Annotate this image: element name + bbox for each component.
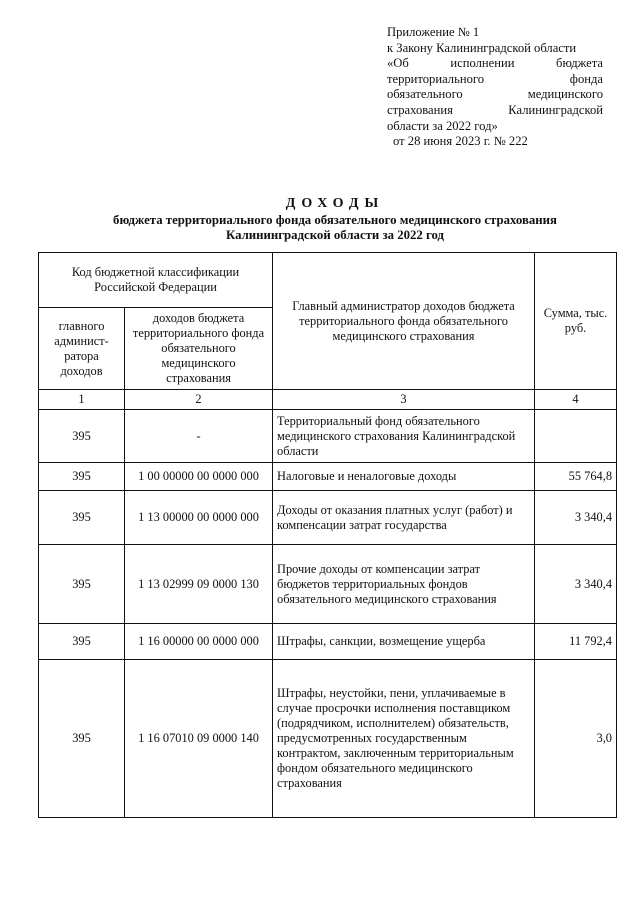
administrator-name-cell: Штрафы, неустойки, пени, уплачиваемые в случае просрочки исполнения поставщиком (подрядчиком, исполнителем) обязательств, предусмотренных государственным контрактом, заключенным территориальным фондом обязательного медицинского страхования — [273, 660, 535, 818]
heading-subtitle: бюджета территориального фонда обязательного медицинского страхования — [113, 213, 557, 227]
column-number: 4 — [535, 390, 617, 410]
table-row — [39, 545, 617, 624]
income-code-cell: 1 16 07010 09 0000 140 — [125, 660, 273, 818]
table-row — [39, 624, 617, 660]
heading-title: ДОХОДЫ — [285, 196, 385, 211]
administrator-name-cell: Территориальный фонд обязательного медицинского страхования Калининградской области — [273, 410, 535, 463]
administrator-name-cell: Доходы от оказания платных услуг (работ) и компенсации затрат государства — [273, 491, 535, 545]
administrator-name-cell: Налоговые и неналоговые доходы — [273, 463, 535, 491]
annex-line: области за 2022 год» — [387, 118, 498, 133]
amount-cell — [535, 410, 617, 463]
amount-cell: 11 792,4 — [535, 624, 617, 660]
income-code-cell: - — [125, 410, 273, 463]
table-row — [39, 410, 617, 463]
admin-code-cell: 395 — [39, 545, 125, 624]
header-administrator: Главный администратор доходов бюджета территориального фонда обязательного медицинского страхования — [273, 253, 535, 390]
amount-cell: 55 764,8 — [535, 463, 617, 491]
column-number: 2 — [125, 390, 273, 410]
income-code-cell: 1 13 02999 09 0000 130 — [125, 545, 273, 624]
income-code-cell: 1 13 00000 00 0000 000 — [125, 491, 273, 545]
table-row — [39, 463, 617, 491]
admin-code-cell: 395 — [39, 463, 125, 491]
income-code-cell: 1 16 00000 00 0000 000 — [125, 624, 273, 660]
amount-cell: 3 340,4 — [535, 491, 617, 545]
heading-subtitle: Калининградской области за 2022 год — [225, 228, 445, 242]
annex-line: от 28 июня 2023 г. № 222 — [393, 134, 528, 149]
admin-code-cell: 395 — [39, 410, 125, 463]
amount-cell: 3,0 — [535, 660, 617, 818]
annex-line: Приложение № 1 — [387, 25, 480, 39]
header-code-group: Код бюджетной классификации Российской Федерации — [39, 253, 273, 308]
annex-note — [387, 25, 603, 150]
revenue-table — [38, 252, 617, 818]
table-row — [39, 491, 617, 545]
admin-code-cell: 395 — [39, 660, 125, 818]
annex-line: страхования Калининградской — [387, 102, 603, 117]
admin-code-cell: 395 — [39, 491, 125, 545]
amount-cell: 3 340,4 — [535, 545, 617, 624]
annex-line: к Закону Калининградской области — [387, 40, 577, 55]
document-heading — [40, 196, 630, 243]
column-number: 3 — [273, 390, 535, 410]
annex-line: «Об исполнении бюджета — [387, 56, 603, 71]
header-chief-admin: главного админист-ратора доходов — [39, 308, 125, 390]
annex-line: территориального фонда — [387, 71, 603, 86]
header-amount: Сумма, тыс. руб. — [535, 253, 617, 390]
admin-code-cell: 395 — [39, 624, 125, 660]
column-number: 1 — [39, 390, 125, 410]
header-income-code: доходов бюджета территориального фонда обязательного медицинского страхования — [125, 308, 273, 390]
administrator-name-cell: Штрафы, санкции, возмещение ущерба — [273, 624, 535, 660]
administrator-name-cell: Прочие доходы от компенсации затрат бюджетов территориальных фондов обязательного медицинского страхования — [273, 545, 535, 624]
income-code-cell: 1 00 00000 00 0000 000 — [125, 463, 273, 491]
column-number-row — [39, 390, 617, 410]
table-row — [39, 660, 617, 818]
annex-line: обязательного медицинского — [387, 87, 603, 102]
header-row — [39, 253, 617, 308]
